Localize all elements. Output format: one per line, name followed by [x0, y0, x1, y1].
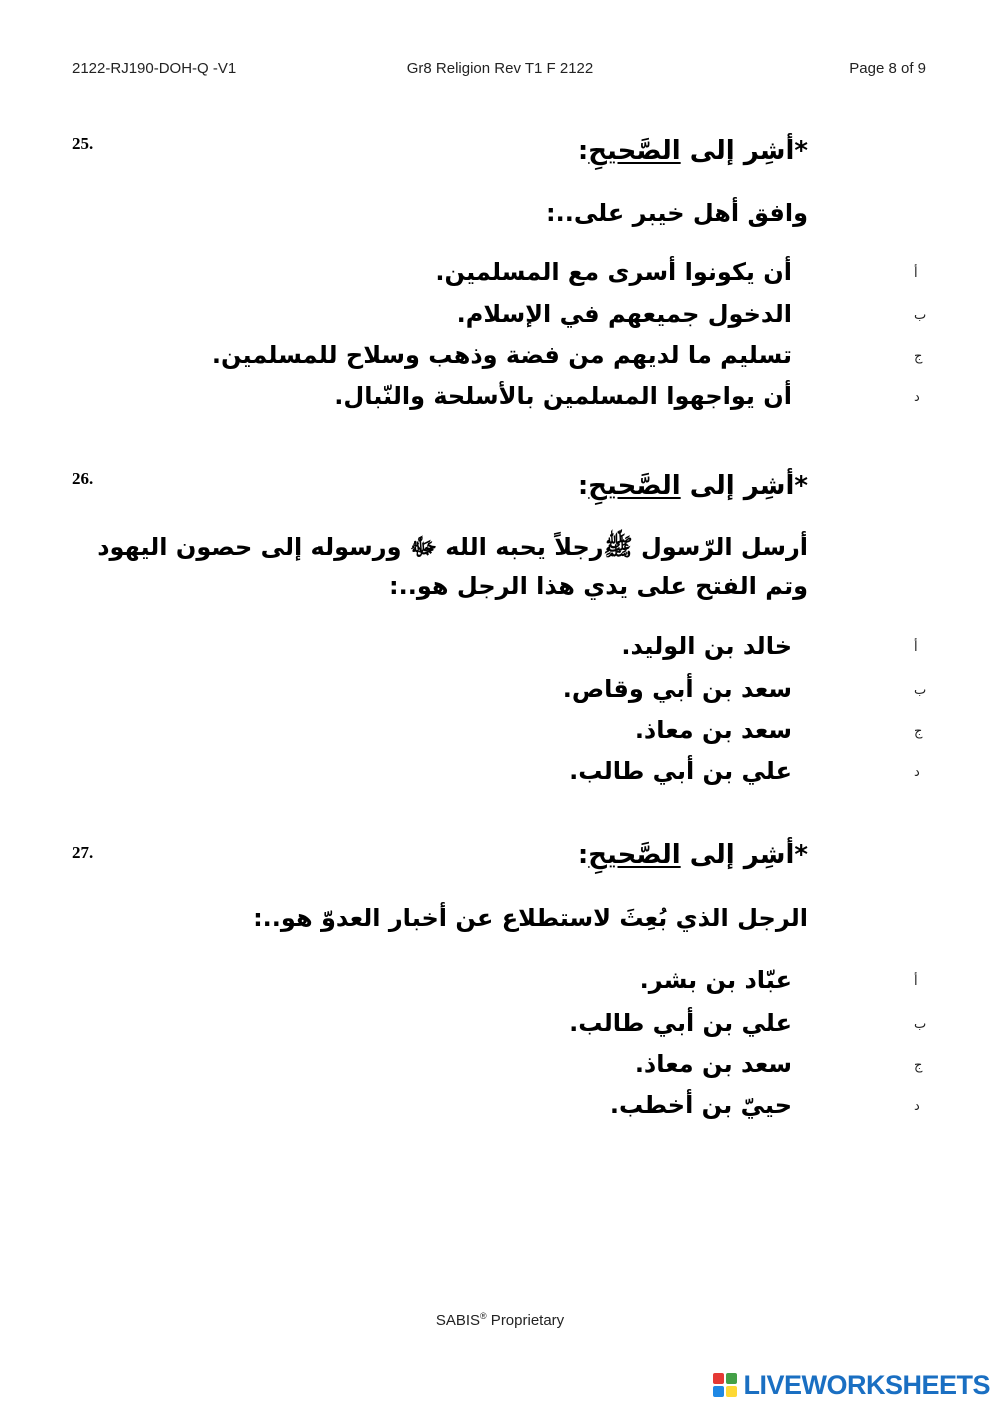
liveworksheets-logo[interactable] [713, 1367, 990, 1403]
instruction-suffix: : [577, 136, 589, 166]
question-instruction [578, 471, 808, 501]
logo-square [726, 1386, 737, 1397]
option-text[interactable]: سعد بن أبي وقاص. [562, 675, 792, 703]
option-text[interactable]: علي بن أبي طالب. [569, 1009, 792, 1037]
footer-proprietary [0, 1311, 1000, 1329]
logo-square [713, 1373, 724, 1384]
question-instruction [578, 136, 808, 166]
question-stem: وافق أهل خيبر على..: [546, 199, 808, 227]
option-text[interactable]: الدخول جميعهم في الإسلام. [456, 300, 792, 328]
instruction-prefix: *أشِر إلى [680, 471, 808, 501]
instruction-suffix: : [577, 471, 589, 501]
question-stem: وتم الفتح على يدي هذا الرجل هو..: [389, 572, 808, 600]
option-letter: د [914, 765, 920, 780]
option-text[interactable]: علي بن أبي طالب. [569, 757, 792, 785]
question-stem: الرجل الذي بُعِثَ لاستطلاع عن أخبار العدوّ هو..: [253, 904, 808, 932]
option-text[interactable]: حييّ بن أخطب. [609, 1091, 792, 1119]
option-letter: ج [914, 724, 923, 739]
option-letter: أ [914, 640, 918, 655]
liveworksheets-wordmark: LIVEWORKSHEETS [743, 1369, 990, 1400]
option-text[interactable]: عبّاد بن بشر. [639, 966, 792, 994]
document-title: Gr8 Religion Rev T1 F 2122 [406, 60, 594, 77]
question-instruction [578, 840, 808, 870]
question-stem: أرسل الرّسول ﷺرجلاً يحبه الله ﷻ ورسوله إلى حصون اليهود [97, 533, 808, 561]
option-letter: ج [914, 349, 923, 364]
option-letter: د [914, 390, 920, 405]
option-letter: ب [914, 308, 927, 323]
question-number: 26. [72, 469, 94, 488]
option-text[interactable]: سعد بن معاذ. [634, 1050, 792, 1078]
option-letter: ب [914, 683, 927, 698]
registered-mark: ® [480, 1311, 487, 1321]
option-text[interactable]: خالد بن الوليد. [621, 632, 792, 660]
liveworksheets-icon [713, 1373, 737, 1397]
option-text[interactable]: سعد بن معاذ. [634, 716, 792, 744]
question-number: 25. [72, 134, 94, 153]
footer-suffix: Proprietary [486, 1312, 565, 1329]
instruction-suffix: : [577, 840, 589, 870]
instruction-underlined: الصَّحيحِ [588, 471, 681, 501]
option-text[interactable]: أن يكونوا أسرى مع المسلمين. [435, 258, 792, 286]
instruction-prefix: *أشِر إلى [680, 840, 808, 870]
option-text[interactable]: أن يواجهوا المسلمين بالأسلحة والنّبال. [334, 382, 792, 410]
option-text[interactable]: تسليم ما لديهم من فضة وذهب وسلاح للمسلمين. [211, 341, 792, 369]
option-letter: ب [914, 1017, 927, 1032]
document-code: 2122-RJ190-DOH-Q -V1 [72, 60, 237, 77]
instruction-prefix: *أشِر إلى [680, 136, 808, 166]
footer-brand: SABIS [435, 1312, 480, 1329]
question-number: 27. [72, 843, 94, 862]
instruction-underlined: الصَّحيحِ [588, 136, 681, 166]
logo-square [713, 1386, 724, 1397]
option-letter: ج [914, 1058, 923, 1073]
option-letter: د [914, 1099, 920, 1114]
instruction-underlined: الصَّحيحِ [588, 840, 681, 870]
page-number: Page 8 of 9 [849, 60, 926, 77]
option-letter: أ [914, 974, 918, 989]
logo-square [726, 1373, 737, 1384]
option-letter: أ [914, 266, 918, 281]
